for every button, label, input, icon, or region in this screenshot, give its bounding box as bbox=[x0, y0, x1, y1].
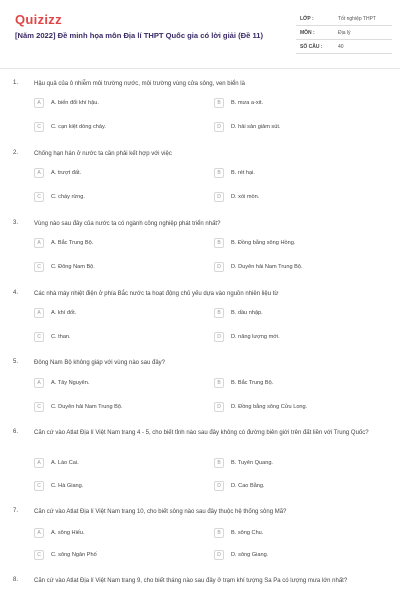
option-letter-box: D bbox=[214, 481, 224, 491]
option-letter-box: B bbox=[214, 308, 224, 318]
option-label: D. Đồng bằng sông Cửu Long. bbox=[231, 404, 308, 410]
option-label: A. biến đổi khí hậu. bbox=[51, 100, 99, 106]
option-letter-box: B bbox=[214, 528, 224, 538]
option-label: C. Đông Nam Bộ. bbox=[51, 264, 95, 270]
question-text: Vùng nào sau đây của nước ta có ngành công nghiệp phát triển nhất? bbox=[34, 221, 221, 227]
option-label: D. năng lượng mới. bbox=[231, 334, 280, 340]
option-letter-box: D bbox=[214, 332, 224, 342]
option-label: C. cháy rừng. bbox=[51, 194, 85, 200]
option-label: B. rét hại. bbox=[231, 170, 255, 176]
meta-table bbox=[296, 12, 392, 54]
option-label: B. mưa a-xit. bbox=[231, 100, 264, 106]
meta-key: SỐ CÂU : bbox=[300, 44, 323, 50]
option-label: D. xói mòn. bbox=[231, 194, 260, 200]
option-label: D. Cao Bằng. bbox=[231, 483, 265, 489]
option-letter-box: C bbox=[34, 192, 44, 202]
question-number: 5. bbox=[13, 359, 19, 365]
option-label: A. Lào Cai. bbox=[51, 460, 79, 466]
option-letter-box: B bbox=[214, 378, 224, 388]
option-letter-box: D bbox=[214, 122, 224, 132]
worksheet-header bbox=[0, 0, 400, 60]
option-label: B. Tuyên Quang. bbox=[231, 460, 273, 466]
option-letter-box: D bbox=[214, 550, 224, 560]
option-label: B. dầu nhập. bbox=[231, 310, 263, 316]
option-label: C. Hà Giang. bbox=[51, 483, 84, 489]
option-letter-box: C bbox=[34, 122, 44, 132]
meta-value: Địa lý bbox=[338, 30, 351, 36]
option-label: A. Tây Nguyên. bbox=[51, 380, 90, 386]
option-label: D. Duyên hải Nam Trung Bộ. bbox=[231, 264, 303, 270]
meta-value: Tốt nghiệp THPT bbox=[338, 16, 376, 22]
question-text: Căn cứ vào Atlat Địa lí Việt Nam trang 10, cho biết sông nào sau đây thuộc hệ thống sông Mã? bbox=[34, 509, 287, 515]
option-letter-box: D bbox=[214, 192, 224, 202]
option-letter-box: A bbox=[34, 458, 44, 468]
meta-key: LỚP : bbox=[300, 16, 314, 22]
question-number: 7. bbox=[13, 508, 19, 514]
option-letter-box: C bbox=[34, 262, 44, 272]
option-label: C. Duyên hải Nam Trung Bộ. bbox=[51, 404, 123, 410]
meta-row-count bbox=[296, 40, 392, 54]
option-label: A. Bắc Trung Bộ. bbox=[51, 240, 94, 246]
quizizz-logo[interactable]: Quizizz bbox=[15, 12, 62, 27]
meta-key: MÔN : bbox=[300, 30, 315, 36]
question-text: Căn cứ vào Atlat Địa lí Việt Nam trang 9, cho biết tháng nào sau đây ở trạm khí tượng Sa Pa có lượng mưa lớn nhất? bbox=[34, 578, 348, 584]
question-number: 3. bbox=[13, 220, 19, 226]
question-number: 6. bbox=[13, 429, 19, 435]
meta-value: 40 bbox=[338, 44, 344, 50]
option-label: A. trượt đất. bbox=[51, 170, 82, 176]
option-letter-box: C bbox=[34, 481, 44, 491]
question-text: Căn cứ vào Atlat Địa lí Việt Nam trang 4 - 5, cho biết tỉnh nào sau đây không có đường biên giới trên đất liền với Trung Quốc? bbox=[34, 430, 369, 436]
question-number: 8. bbox=[13, 577, 19, 583]
option-label: C. than. bbox=[51, 334, 71, 340]
question-text: Hậu quả của ô nhiễm môi trường nước, môi trường vùng cửa sông, ven biển là bbox=[34, 81, 245, 87]
option-letter-box: B bbox=[214, 98, 224, 108]
option-label: B. Đồng bằng sông Hồng. bbox=[231, 240, 296, 246]
option-letter-box: C bbox=[34, 402, 44, 412]
option-label: C. cạn kiệt dòng chảy. bbox=[51, 124, 106, 130]
option-label: C. sông Ngân Phố bbox=[51, 552, 97, 558]
option-letter-box: A bbox=[34, 238, 44, 248]
option-letter-box: C bbox=[34, 550, 44, 560]
option-letter-box: A bbox=[34, 98, 44, 108]
option-label: A. sông Hiếu. bbox=[51, 530, 85, 536]
option-label: D. sông Giang. bbox=[231, 552, 269, 558]
option-letter-box: B bbox=[214, 168, 224, 178]
meta-row-subject bbox=[296, 26, 392, 40]
option-letter-box: A bbox=[34, 308, 44, 318]
meta-row-class bbox=[296, 12, 392, 26]
option-letter-box: A bbox=[34, 528, 44, 538]
question-number: 1. bbox=[13, 80, 19, 86]
question-text: Các nhà máy nhiệt điện ở phía Bắc nước ta hoạt động chủ yếu dựa vào nguồn nhiên liệu từ bbox=[34, 291, 279, 297]
header-divider bbox=[0, 68, 400, 69]
option-letter-box: D bbox=[214, 262, 224, 272]
question-number: 4. bbox=[13, 290, 19, 296]
question-text: Chống hạn hán ở nước ta cần phải kết hợp với việc bbox=[34, 151, 172, 157]
option-label: B. Bắc Trung Bộ. bbox=[231, 380, 274, 386]
option-letter-box: A bbox=[34, 168, 44, 178]
option-letter-box: D bbox=[214, 402, 224, 412]
option-letter-box: B bbox=[214, 238, 224, 248]
option-letter-box: B bbox=[214, 458, 224, 468]
option-label: B. sông Chu. bbox=[231, 530, 264, 536]
option-label: D. hải sản giảm sút. bbox=[231, 124, 281, 130]
question-number: 2. bbox=[13, 150, 19, 156]
question-text: Đông Nam Bộ không giáp với vùng nào sau đây? bbox=[34, 360, 166, 366]
option-label: A. khí đốt. bbox=[51, 310, 77, 316]
worksheet-title: [Năm 2022] Đề minh họa môn Địa lí THPT Quốc gia có lời giải (Đề 11) bbox=[15, 31, 264, 40]
option-letter-box: C bbox=[34, 332, 44, 342]
option-letter-box: A bbox=[34, 378, 44, 388]
